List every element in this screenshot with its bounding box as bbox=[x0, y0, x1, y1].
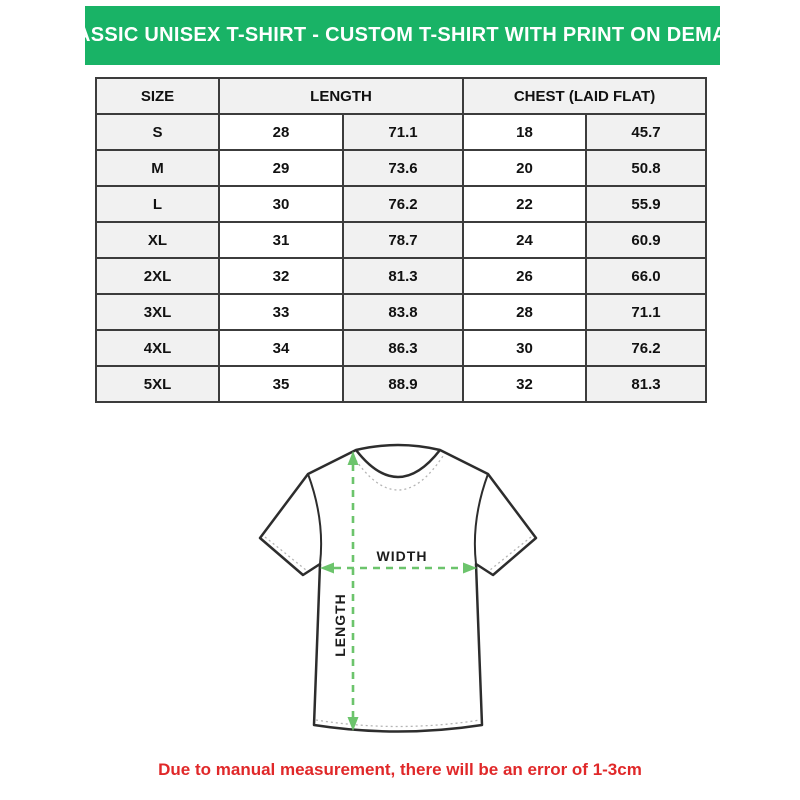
length-cm-cell: 86.3 bbox=[343, 330, 463, 366]
tshirt-outline bbox=[260, 445, 536, 732]
header-row bbox=[96, 78, 706, 114]
chest-cm-cell: 55.9 bbox=[586, 186, 706, 222]
table-row bbox=[96, 294, 706, 330]
length-in-cell: 30 bbox=[219, 186, 343, 222]
size-cell: XL bbox=[96, 222, 219, 258]
size-cell: 5XL bbox=[96, 366, 219, 402]
chest-cm-cell: 50.8 bbox=[586, 150, 706, 186]
width-label: WIDTH bbox=[376, 548, 428, 564]
length-in-cell: 35 bbox=[219, 366, 343, 402]
length-cm-cell: 88.9 bbox=[343, 366, 463, 402]
chest-in-cell: 32 bbox=[463, 366, 586, 402]
length-cm-cell: 71.1 bbox=[343, 114, 463, 150]
size-cell: 4XL bbox=[96, 330, 219, 366]
table-row bbox=[96, 222, 706, 258]
table-row bbox=[96, 150, 706, 186]
chest-in-cell: 22 bbox=[463, 186, 586, 222]
table-row bbox=[96, 366, 706, 402]
length-cm-cell: 83.8 bbox=[343, 294, 463, 330]
chest-cm-cell: 60.9 bbox=[586, 222, 706, 258]
col-header-length: LENGTH bbox=[219, 78, 463, 114]
measurement-note: Due to manual measurement, there will be an error of 1-3cm bbox=[158, 760, 642, 779]
size-cell: M bbox=[96, 150, 219, 186]
length-in-cell: 31 bbox=[219, 222, 343, 258]
length-in-cell: 29 bbox=[219, 150, 343, 186]
chest-in-cell: 24 bbox=[463, 222, 586, 258]
length-in-cell: 33 bbox=[219, 294, 343, 330]
col-header-size: SIZE bbox=[96, 78, 219, 114]
chest-cm-cell: 71.1 bbox=[586, 294, 706, 330]
chest-in-cell: 20 bbox=[463, 150, 586, 186]
page-title: CLASSIC UNISEX T-SHIRT - CUSTOM T-SHIRT WITH PRINT ON DEMAND bbox=[48, 24, 757, 46]
size-cell: S bbox=[96, 114, 219, 150]
chest-cm-cell: 66.0 bbox=[586, 258, 706, 294]
chest-cm-cell: 76.2 bbox=[586, 330, 706, 366]
chest-in-cell: 18 bbox=[463, 114, 586, 150]
tshirt-illustration bbox=[250, 440, 550, 740]
length-cm-cell: 78.7 bbox=[343, 222, 463, 258]
chest-in-cell: 26 bbox=[463, 258, 586, 294]
table-row bbox=[96, 258, 706, 294]
length-label: LENGTH bbox=[332, 593, 348, 657]
chest-in-cell: 28 bbox=[463, 294, 586, 330]
chest-cm-cell: 45.7 bbox=[586, 114, 706, 150]
size-cell: 2XL bbox=[96, 258, 219, 294]
title-banner bbox=[48, 6, 757, 65]
tshirt-diagram bbox=[250, 440, 550, 740]
col-header-chest: CHEST (LAID FLAT) bbox=[463, 78, 706, 114]
size-cell: 3XL bbox=[96, 294, 219, 330]
chest-in-cell: 30 bbox=[463, 330, 586, 366]
chest-cm-cell: 81.3 bbox=[586, 366, 706, 402]
size-cell: L bbox=[96, 186, 219, 222]
size-table bbox=[95, 77, 707, 403]
table-row bbox=[96, 114, 706, 150]
length-in-cell: 32 bbox=[219, 258, 343, 294]
table-row bbox=[96, 186, 706, 222]
length-in-cell: 34 bbox=[219, 330, 343, 366]
length-cm-cell: 73.6 bbox=[343, 150, 463, 186]
length-in-cell: 28 bbox=[219, 114, 343, 150]
length-cm-cell: 81.3 bbox=[343, 258, 463, 294]
table-row bbox=[96, 330, 706, 366]
length-cm-cell: 76.2 bbox=[343, 186, 463, 222]
